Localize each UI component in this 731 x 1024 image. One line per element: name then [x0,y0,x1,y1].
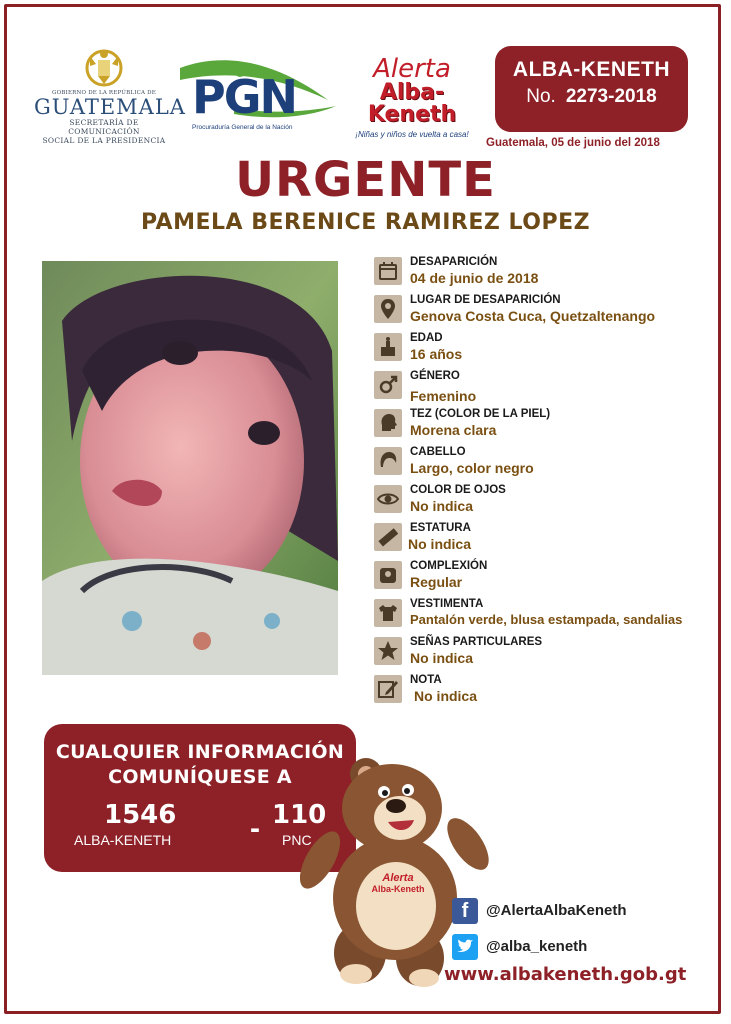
case-number-line [495,86,688,108]
detail-row-clothing [374,596,719,634]
missing-person-name: PAMELA BERENICE RAMIREZ LOPEZ [140,210,591,235]
facebook-icon: f [452,898,478,924]
detail-row-note [374,672,719,710]
mascot-badge [366,872,430,894]
detail-label: LUGAR DE DESAPARICIÓN [410,294,561,306]
star-icon [374,637,402,665]
publication-date: Guatemala, 05 de junio del 2018 [486,137,660,149]
facebook-handle[interactable]: @AlertaAlbaKeneth [486,902,627,919]
detail-value: No indica [410,650,474,666]
gov-republic-text: GOBIERNO DE LA REPÚBLICA DE [52,90,156,96]
alerta-alba-keneth-logo [342,54,482,139]
gender-icon [374,371,402,399]
detail-row-disappearance-date [374,254,719,292]
calendar-icon [374,257,402,285]
coat-of-arms-icon [80,44,128,88]
detail-label: TEZ (COLOR DE LA PIEL) [410,408,551,420]
pgn-letters: PGN [192,70,296,124]
detail-label: COLOR DE OJOS [410,484,506,496]
detail-row-hair [374,444,719,482]
detail-value: Largo, color negro [410,460,534,476]
social-links [452,898,712,970]
phone-label-alba-keneth: ALBA-KENETH [74,832,172,848]
contact-heading-1: CUALQUIER INFORMACIÓN [55,741,345,763]
detail-label: VESTIMENTA [410,598,484,610]
detail-value: No indica [408,536,472,552]
facebook-link[interactable] [452,898,712,934]
detail-row-height [374,520,719,558]
urgent-title: URGENTE [235,152,496,208]
detail-row-gender [374,368,719,406]
detail-value: 04 de junio de 2018 [410,270,539,286]
case-prefix: No. [526,86,556,107]
detail-label: COMPLEXIÓN [410,560,488,572]
detail-row-age [374,330,719,368]
detail-label: NOTA [410,674,442,686]
alerta-logo-line2: Alba-Keneth [367,80,457,127]
location-pin-icon [374,295,402,323]
birthday-cake-icon [374,333,402,361]
case-number: 2273-2018 [565,86,657,107]
phone-number-alba-keneth: 1546 [104,800,177,830]
detail-row-eye-color [374,482,719,520]
shirt-icon [374,599,402,627]
ruler-icon [374,523,402,551]
detail-row-distinguishing-marks [374,634,719,672]
missing-person-photo [42,261,338,675]
gov-secretariat-text-1: SECRETARÍA DE COMUNICACIÓN [68,118,140,136]
detail-label: ESTATURA [410,522,471,534]
pgn-logo [178,56,338,136]
detail-value: Femenino [410,388,477,404]
detail-value: Genova Costa Cuca, Quetzaltenango [410,308,656,324]
detail-value: Morena clara [410,422,497,438]
details-list [374,254,719,710]
head-profile-icon [374,409,402,437]
detail-value: Pantalón verde, blusa estampada, sandalias [410,612,683,627]
hair-icon [374,447,402,475]
phone-number-pnc: 110 [272,800,327,830]
detail-value: Regular [410,574,463,590]
eye-icon [374,485,402,513]
gov-secretariat-text-2: SOCIAL DE LA PRESIDENCIA [42,136,166,145]
detail-label: SEÑAS PARTICULARES [410,636,543,648]
detail-value: No indica [414,688,478,704]
mascot-badge-line1: Alerta [382,872,414,884]
case-title: ALBA-KENETH [512,58,671,81]
mascot-badge-line2: Alba-Keneth [371,884,425,894]
guatemala-government-logo [34,44,186,154]
detail-label: DESAPARICIÓN [410,256,498,268]
phone-label-pnc: PNC [282,832,312,848]
twitter-icon [452,934,478,960]
website-link[interactable]: www.albakeneth.gob.gt [444,964,687,985]
contact-heading-2: COMUNÍQUESE A [108,766,292,788]
detail-row-build [374,558,719,596]
alerta-logo-line1: Alerta [373,54,451,84]
detail-value: No indica [410,498,474,514]
detail-row-location [374,292,719,330]
gov-country-text: GUATEMALA [34,95,186,119]
pgn-caption: Procuraduría General de la Nación [192,124,293,131]
detail-label: EDAD [410,332,443,344]
detail-row-skin-tone [374,406,719,444]
detail-value: 16 años [410,346,463,362]
scale-icon [374,561,402,589]
case-number-badge [495,46,688,132]
detail-label: GÉNERO [410,370,460,382]
note-edit-icon [374,675,402,703]
detail-label: CABELLO [410,446,466,458]
alerta-logo-tagline: ¡Niñas y niños de vuelta a casa! [355,130,469,139]
phone-separator: - [250,812,260,845]
twitter-handle[interactable]: @alba_keneth [486,938,588,955]
